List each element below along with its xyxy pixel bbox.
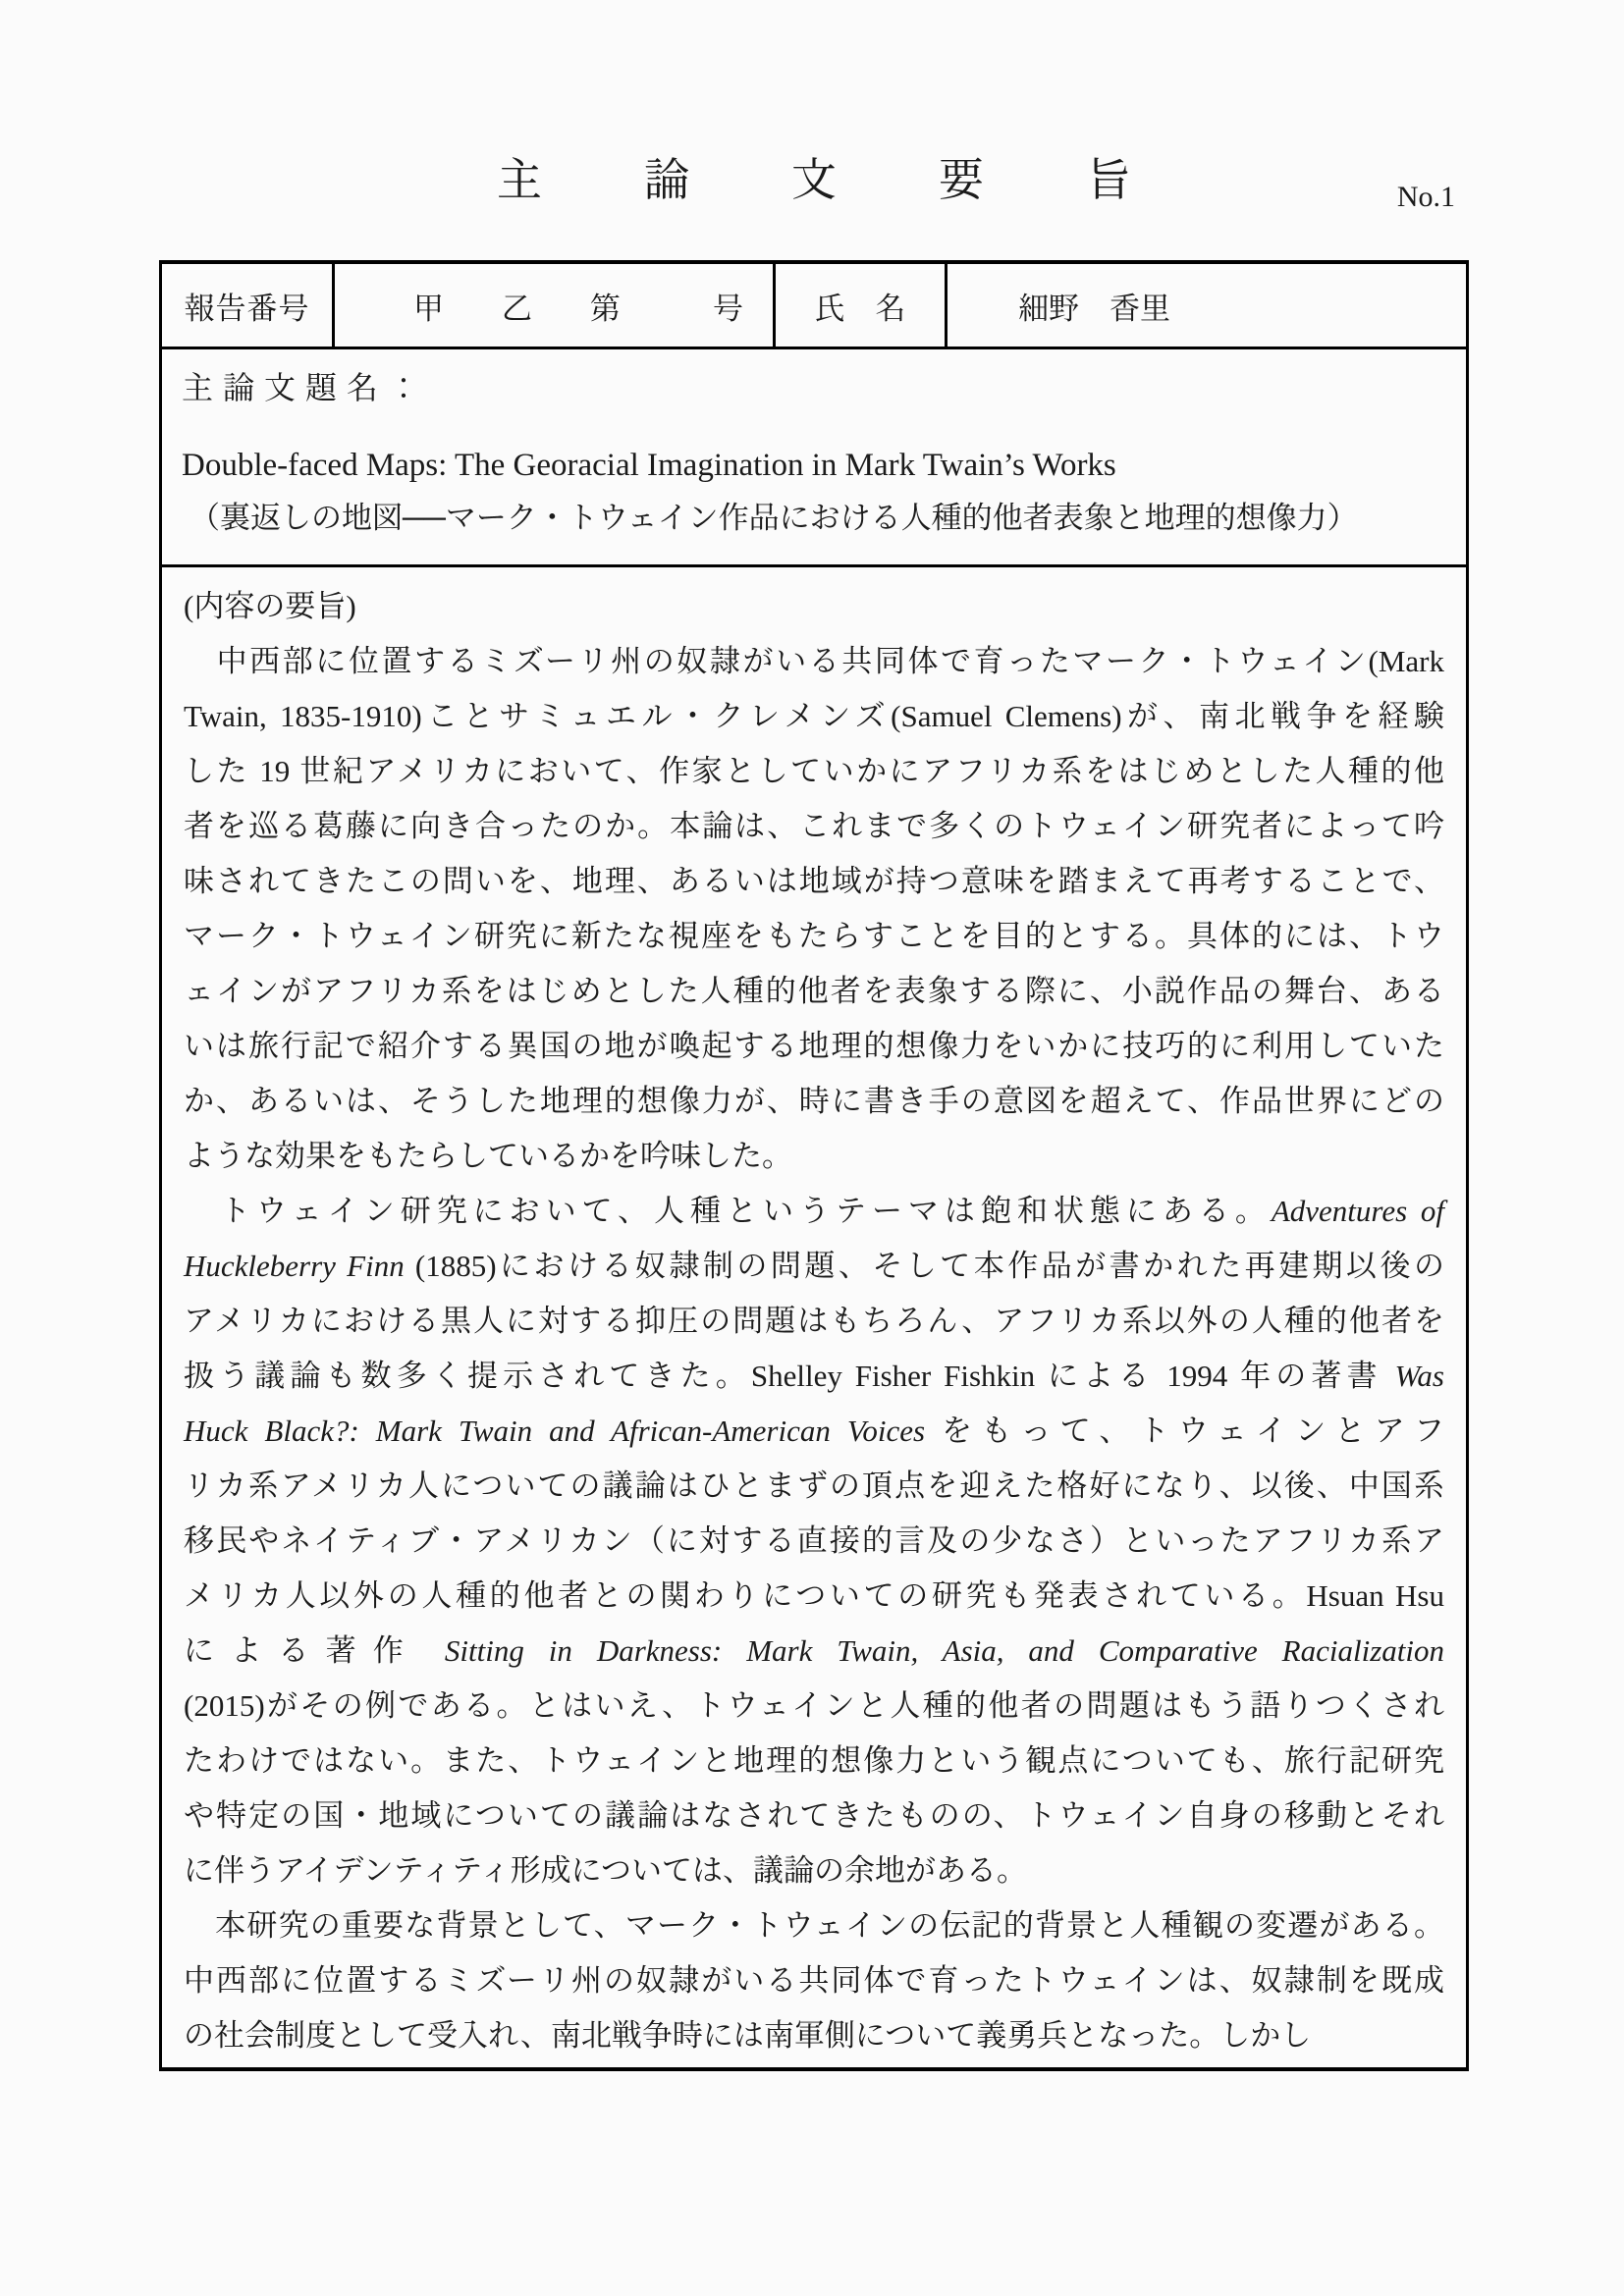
abstract-line: の社会制度として受入れ、南北戦争時には南軍側について義勇兵となった。しかし [184, 2018, 1312, 2053]
report-number-kouotsu: 甲 乙 第 [413, 291, 634, 326]
abstract-line: リカ系アメリカ人についての議論はひとまずの頂点を迎えた格好になり、以後、中国系 [184, 1468, 1444, 1503]
abstract-line: マーク・トウェイン研究に新たな視座をもたらすことを目的とする。具体的には、トウ [184, 919, 1444, 953]
abstract-line: や特定の国・地域についての議論はなされてきたものの、トウェイン自身の移動とそれ [184, 1798, 1444, 1833]
name-label: 氏 名 [776, 264, 947, 347]
document-header [159, 135, 1469, 226]
abstract-line: Twain, 1835-1910)ことサミュエル・クレメンズ(Samuel Clemens)が、南北戦争を経験 [184, 699, 1444, 733]
abstract-line: に伴うアイデンティティ形成については、議論の余地がある。 [184, 1853, 1028, 1888]
abstract-line: か、あるいは、そうした地理的想像力が、時に書き手の意図を超えて、作品世界にどの [184, 1084, 1444, 1118]
abstract-body-section [162, 567, 1466, 2067]
abstract-line: による著作 Sitting in Darkness: Mark Twain, Asia, and Comparative Racialization [184, 1633, 1445, 1668]
thesis-title-english: Double-faced Maps: The Georacial Imagination in Mark Twain’s Works [182, 448, 1116, 483]
page-title: 主論文要旨 [497, 155, 1233, 205]
abstract-lines [184, 634, 1444, 2063]
abstract-line: した 19 世紀アメリカにおいて、作家としていかにアフリカ系をはじめとした人種的他 [184, 754, 1444, 788]
thesis-title-japanese: （裏返しの地図──マーク・トウェイン作品における人種的他者表象と地理的想像力） [189, 501, 1358, 535]
abstract-line: 中西部に位置するミズーリ州の奴隷がいる共同体で育ったトウェインは、奴隷制を既成 [184, 1963, 1444, 1998]
abstract-line: 中西部に位置するミズーリ州の奴隷がいる共同体で育ったマーク・トウェイン(Mark [184, 644, 1444, 678]
abstract-line: トウェイン研究において、人種というテーマは飽和状態にある。Adventures of [184, 1194, 1445, 1228]
abstract-form-table [159, 260, 1469, 2071]
abstract-line: Huck Black?: Mark Twain and African-American Voices をもって、トウェインとアフ [184, 1414, 1444, 1448]
abstract-line: (2015)がその例である。とはいえ、トウェインと人種的他者の問題はもう語りつくされ [184, 1688, 1444, 1723]
report-number-gou: 号 [713, 291, 743, 326]
abstract-line: Huckleberry Finn (1885)における奴隷制の問題、そして本作品が書かれた再建期以後の [184, 1249, 1444, 1283]
abstract-line: 扱う議論も数多く提示されてきた。Shelley Fisher Fishkin による 1994 年の著書 Was [184, 1359, 1444, 1393]
abstract-line: いは旅行記で紹介する異国の地が喚起する地理的想像力をいかに技巧的に利用していた [184, 1029, 1444, 1063]
report-header-row [162, 264, 1466, 349]
thesis-title-label: 主 論 文 題 名 ： [182, 370, 421, 405]
abstract-line: たわけではない。また、トウェインと地理的想像力という観点についても、旅行記研究 [184, 1743, 1444, 1778]
abstract-line: ような効果をもたらしているかを吟味した。 [184, 1139, 792, 1173]
abstract-heading: (内容の要旨) [184, 589, 356, 623]
abstract-line: アメリカにおける黒人に対する抑圧の問題はもちろん、アフリカ系以外の人種的他者を [184, 1304, 1444, 1338]
abstract-line: 味されてきたこの問いを、地理、あるいは地域が持つ意味を踏まえて再考することで、 [184, 864, 1444, 898]
abstract-line: メリカ人以外の人種的他者との関わりについての研究も発表されている。Hsuan Hsu [184, 1578, 1444, 1613]
report-number-value [335, 264, 776, 347]
thesis-title-section [162, 349, 1466, 567]
page-number: No.1 [1396, 181, 1455, 213]
report-number-label: 報告番号 [162, 264, 335, 347]
author-name: 細野 香里 [1018, 291, 1170, 326]
abstract-line: 者を巡る葛藤に向き合ったのか。本論は、これまで多くのトウェイン研究者によって吟 [184, 809, 1444, 843]
abstract-line: 移民やネイティブ・アメリカン（に対する直接的言及の少なさ）といったアフリカ系ア [184, 1523, 1444, 1558]
abstract-line: ェインがアフリカ系をはじめとした人種的他者を表象する際に、小説作品の舞台、ある [184, 974, 1444, 1008]
abstract-line: 本研究の重要な背景として、マーク・トウェインの伝記的背景と人種観の変遷がある。 [184, 1908, 1444, 1943]
